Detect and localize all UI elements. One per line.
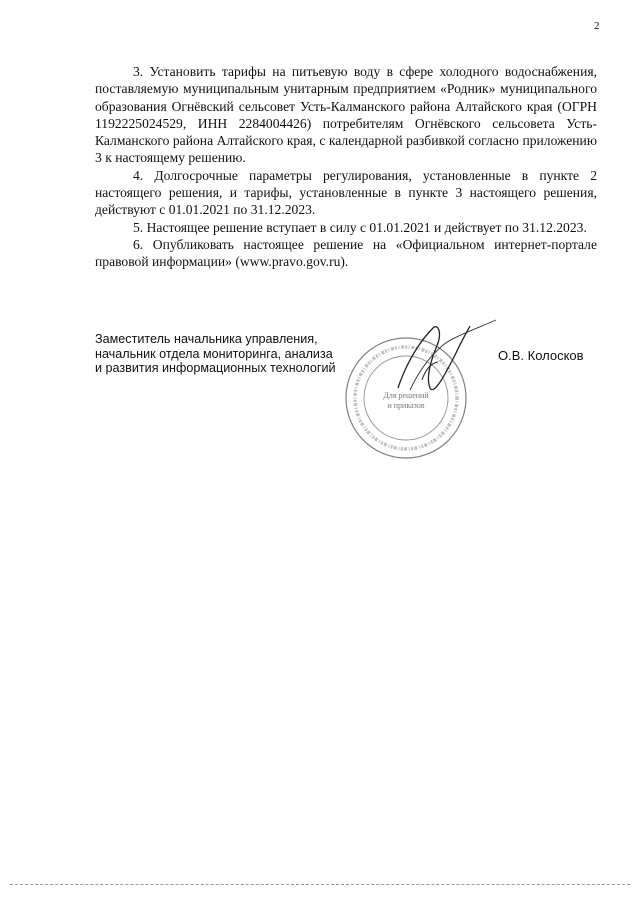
paragraph-3: 3. Установить тарифы на питьевую воду в сфере холодного водоснабжения, поставляемую муниципальным унитарным предприятием «Родник» муниципального образования Огнёвский сельсовет Усть-Калманского района Алтайского края (ОГРН 1192225024529, ИНН 2284004426) потребителям Огнёвского сельсовета Усть-Калманского района Алтайского края, с календарной разбивкой согласно приложению 3 к настоящему решению. — [95, 64, 597, 166]
stamp-inner-text-2: и приказов — [387, 401, 425, 410]
page-number: 2 — [594, 20, 600, 32]
signature-stroke-2 — [410, 320, 496, 390]
signer-position-line-3: и развития информационных технологий — [95, 361, 336, 376]
signer-position-line-1: Заместитель начальника управления, — [95, 332, 318, 346]
footer-divider — [10, 884, 630, 885]
paragraph-6: 6. Опубликовать настоящее решение на «Официальном интернет-портале правовой информации» (www.pravo.gov.ru). — [95, 236, 597, 270]
paragraph-4: 4. Долгосрочные параметры регулирования, установленные в пункте 2 настоящего решения, и тарифы, установленные в пункте 3 настоящего решения, действуют с 01.01.2021 по 31.12.2023. — [95, 167, 597, 218]
stamp-inner-text-1: Для решений — [383, 391, 429, 400]
document-body — [95, 63, 597, 271]
signer-position-line-2: начальник отдела мониторинга, анализа — [95, 346, 333, 361]
paragraph-5: 5. Настоящее решение вступает в силу с 01.01.2021 и действует по 31.12.2023. — [133, 219, 587, 235]
official-stamp-with-signature — [338, 318, 498, 468]
signer-name: О.В. Колосков — [498, 348, 584, 363]
